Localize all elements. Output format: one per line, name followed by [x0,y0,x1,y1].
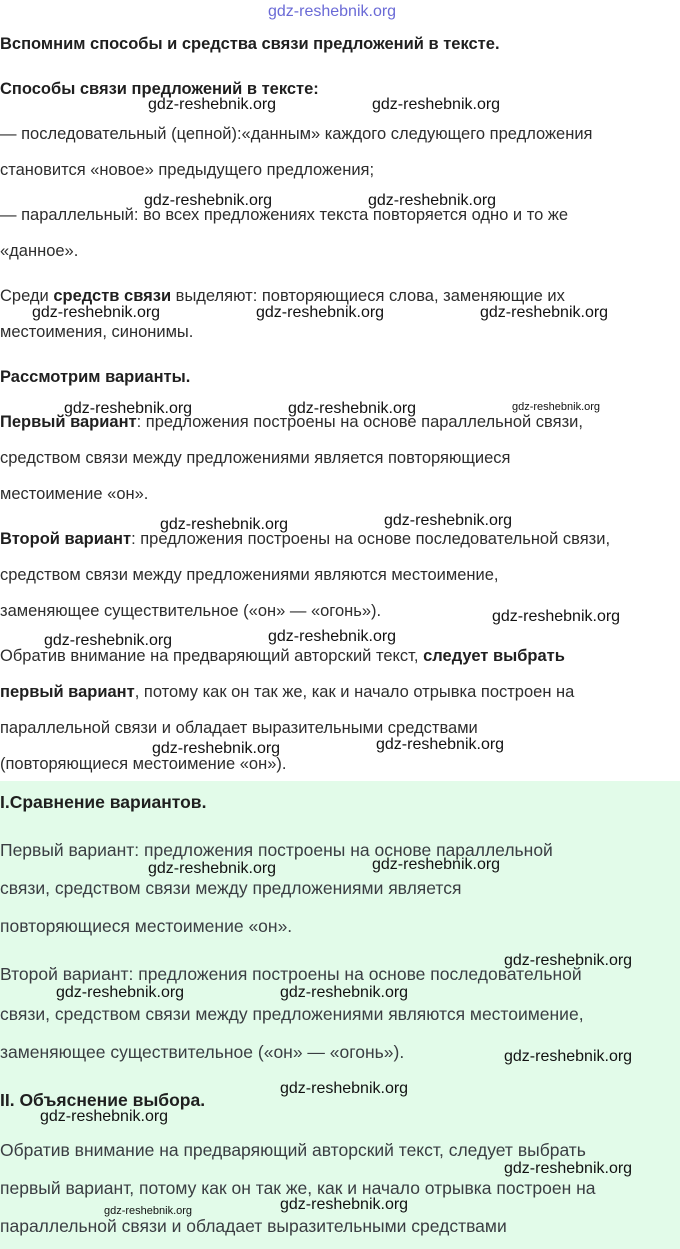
means-line: Среди средств связи выделяют: повторяющиеся слова, заменяющие их [0,287,565,305]
watermark: gdz-reshebnik.org [268,3,397,20]
variant-one-line: средством связи между предложениями является повторяющиеся [0,449,511,467]
ways-heading: Способы связи предложений в тексте: [0,80,319,98]
answer-line: Первый вариант: предложения построены на основе параллельной [0,840,553,860]
watermark: gdz-reshebnik.org [288,400,417,417]
ways-line: — параллельный: во всех предложениях текста повторяется одно и то же [0,206,569,224]
ways-line: — последовательный (цепной):«данным» каждого следующего предложения [0,125,593,143]
recall-heading: Вспомним способы и средства связи предложений в тексте. [0,35,500,53]
watermark: gdz-reshebnik.org [372,856,501,873]
watermark: gdz-reshebnik.org [384,512,513,529]
watermark: gdz-reshebnik.org [104,1205,193,1217]
watermark: gdz-reshebnik.org [160,516,289,533]
watermark: gdz-reshebnik.org [44,632,173,649]
watermark: gdz-reshebnik.org [504,1048,633,1065]
ways-line: «данное». [0,242,79,260]
watermark: gdz-reshebnik.org [372,96,501,113]
watermark: gdz-reshebnik.org [492,608,621,625]
answer-line: повторяющиеся местоимение «он». [0,916,293,936]
answer-line: заменяющее существительное («он» — «огонь»). [0,1042,405,1062]
answer-line: Обратив внимание на предваряющий авторский текст, следует выбрать [0,1140,586,1160]
watermark: gdz-reshebnik.org [152,740,281,757]
watermark: gdz-reshebnik.org [480,304,609,321]
watermark: gdz-reshebnik.org [280,1196,409,1213]
answer-line: связи, средством связи между предложениями являются местоимение, [0,1004,584,1024]
watermark: gdz-reshebnik.org [376,736,505,753]
variant-one-line: Первый вариант: предложения построены на основе параллельной связи, [0,413,583,431]
variant-two-line: Второй вариант: предложения построены на основе последовательной связи, [0,530,611,548]
variant-one-line: местоимение «он». [0,485,149,503]
watermark: gdz-reshebnik.org [368,192,497,209]
watermark: gdz-reshebnik.org [280,984,409,1001]
answer-line: параллельной связи и обладает выразительными средствами [0,1216,507,1236]
watermark: gdz-reshebnik.org [268,628,397,645]
consider-heading: Рассмотрим варианты. [0,368,191,386]
section-heading-explanation: II. Объяснение выбора. [0,1090,206,1110]
watermark: gdz-reshebnik.org [32,304,161,321]
watermark: gdz-reshebnik.org [64,400,193,417]
ways-line: становится «новое» предыдущего предложения; [0,161,375,179]
section-heading-comparison: I.Сравнение вариантов. [0,792,207,812]
watermark: gdz-reshebnik.org [512,401,601,413]
watermark: gdz-reshebnik.org [148,860,277,877]
means-line: местоимения, синонимы. [0,323,194,341]
variant-two-line: заменяющее существительное («он» — «огонь»). [0,602,382,620]
watermark: gdz-reshebnik.org [40,1108,169,1125]
conclusion-line: первый вариант, потому как он так же, как и начало отрывка построен на [0,683,575,701]
answer-line: первый вариант, потому как он так же, как и начало отрывка построен на [0,1178,596,1198]
conclusion-line: Обратив внимание на предваряющий авторский текст, следует выбрать [0,647,565,665]
watermark: gdz-reshebnik.org [256,304,385,321]
watermark: gdz-reshebnik.org [280,1080,409,1097]
answer-line: Второй вариант: предложения построены на основе последовательной [0,964,582,984]
watermark: gdz-reshebnik.org [144,192,273,209]
answer-line: связи, средством связи между предложениями является [0,878,462,898]
answer-section [0,781,680,1249]
variant-two-line: средством связи между предложениями являются местоимение, [0,566,499,584]
watermark: gdz-reshebnik.org [56,984,185,1001]
conclusion-line: (повторяющиеся местоимение «он»). [0,755,287,773]
watermark: gdz-reshebnik.org [148,96,277,113]
watermark: gdz-reshebnik.org [504,952,633,969]
watermark: gdz-reshebnik.org [504,1160,633,1177]
conclusion-line: параллельной связи и обладает выразительными средствами [0,719,478,737]
